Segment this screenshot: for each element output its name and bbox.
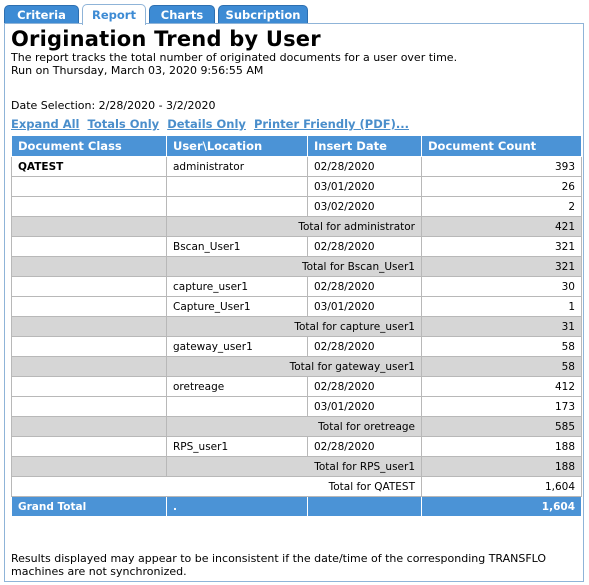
table-row bbox=[12, 377, 582, 397]
user-cell: Bscan_User1 bbox=[167, 237, 308, 257]
document-class-cell bbox=[12, 277, 167, 297]
table-row bbox=[12, 277, 582, 297]
user-cell: gateway_user1 bbox=[167, 337, 308, 357]
document-count-cell: 188 bbox=[422, 437, 582, 457]
document-count-cell: 30 bbox=[422, 277, 582, 297]
user-cell: RPS_user1 bbox=[167, 437, 308, 457]
document-class-cell bbox=[12, 237, 167, 257]
user-total-row bbox=[12, 317, 582, 337]
table-row bbox=[12, 157, 582, 177]
grand-total-count: 1,604 bbox=[422, 497, 582, 517]
document-count-cell: 393 bbox=[422, 157, 582, 177]
col-document-class[interactable]: Document Class bbox=[12, 136, 167, 157]
insert-date-cell: 02/28/2020 bbox=[308, 337, 422, 357]
sync-note: Results displayed may appear to be inconsistent if the date/time of the corresponding TRANSFLO machines are not synchronized. bbox=[11, 552, 547, 578]
user-total-row bbox=[12, 457, 582, 477]
table-row bbox=[12, 337, 582, 357]
user-total-label: Total for oretreage bbox=[167, 417, 422, 437]
user-total-row bbox=[12, 217, 582, 237]
document-class-cell bbox=[12, 197, 167, 217]
page-title: Origination Trend by User bbox=[11, 27, 321, 51]
grand-total-label: Grand Total bbox=[12, 497, 167, 517]
user-total-label: Total for RPS_user1 bbox=[167, 457, 422, 477]
table-row bbox=[12, 397, 582, 417]
user-total-count: 58 bbox=[422, 357, 582, 377]
document-count-cell: 412 bbox=[422, 377, 582, 397]
user-cell: administrator bbox=[167, 157, 308, 177]
user-cell: Capture_User1 bbox=[167, 297, 308, 317]
user-total-row bbox=[12, 257, 582, 277]
expand-all-link[interactable]: Expand All bbox=[11, 117, 80, 131]
document-class-cell bbox=[12, 337, 167, 357]
date-selection: Date Selection: 2/28/2020 - 3/2/2020 bbox=[11, 99, 216, 112]
empty-cell bbox=[12, 257, 167, 277]
document-class-cell bbox=[12, 297, 167, 317]
table-body bbox=[12, 157, 582, 497]
tab-criteria[interactable]: Criteria bbox=[4, 5, 79, 24]
insert-date-cell: 02/28/2020 bbox=[308, 237, 422, 257]
details-only-link[interactable]: Details Only bbox=[167, 117, 246, 131]
user-total-label: Total for Bscan_User1 bbox=[167, 257, 422, 277]
totals-only-link[interactable]: Totals Only bbox=[87, 117, 160, 131]
user-total-count: 585 bbox=[422, 417, 582, 437]
tab-charts[interactable]: Charts bbox=[149, 5, 215, 24]
user-total-count: 421 bbox=[422, 217, 582, 237]
empty-cell bbox=[12, 217, 167, 237]
user-cell bbox=[167, 177, 308, 197]
user-total-label: Total for capture_user1 bbox=[167, 317, 422, 337]
document-class-cell bbox=[12, 177, 167, 197]
insert-date-cell: 03/01/2020 bbox=[308, 397, 422, 417]
class-total-label: Total for QATEST bbox=[12, 477, 422, 497]
table-header-row bbox=[12, 136, 582, 157]
class-total-count: 1,604 bbox=[422, 477, 582, 497]
document-count-cell: 173 bbox=[422, 397, 582, 417]
document-count-cell: 2 bbox=[422, 197, 582, 217]
empty-cell bbox=[12, 457, 167, 477]
table-row bbox=[12, 177, 582, 197]
document-count-cell: 58 bbox=[422, 337, 582, 357]
class-total-row bbox=[12, 477, 582, 497]
grand-total-date bbox=[308, 497, 422, 517]
document-count-cell: 321 bbox=[422, 237, 582, 257]
document-class-cell bbox=[12, 397, 167, 417]
insert-date-cell: 03/01/2020 bbox=[308, 297, 422, 317]
document-class-cell: QATEST bbox=[12, 157, 167, 177]
insert-date-cell: 03/01/2020 bbox=[308, 177, 422, 197]
user-total-count: 188 bbox=[422, 457, 582, 477]
table-row bbox=[12, 237, 582, 257]
insert-date-cell: 03/02/2020 bbox=[308, 197, 422, 217]
col-document-count[interactable]: Document Count bbox=[422, 136, 582, 157]
document-class-cell bbox=[12, 437, 167, 457]
user-cell: capture_user1 bbox=[167, 277, 308, 297]
report-table bbox=[11, 135, 582, 517]
document-class-cell bbox=[12, 377, 167, 397]
user-total-label: Total for gateway_user1 bbox=[167, 357, 422, 377]
user-cell bbox=[167, 397, 308, 417]
empty-cell bbox=[12, 417, 167, 437]
user-cell: oretreage bbox=[167, 377, 308, 397]
grand-total-row bbox=[12, 497, 582, 517]
tab-report[interactable]: Report bbox=[82, 4, 146, 25]
document-count-cell: 26 bbox=[422, 177, 582, 197]
grand-total-user: . bbox=[167, 497, 308, 517]
view-links bbox=[11, 117, 413, 131]
user-cell bbox=[167, 197, 308, 217]
tab-subcription[interactable]: Subcription bbox=[218, 5, 308, 24]
col-insert-date[interactable]: Insert Date bbox=[308, 136, 422, 157]
user-total-count: 31 bbox=[422, 317, 582, 337]
table-row bbox=[12, 437, 582, 457]
document-count-cell: 1 bbox=[422, 297, 582, 317]
insert-date-cell: 02/28/2020 bbox=[308, 437, 422, 457]
user-total-row bbox=[12, 417, 582, 437]
col-user-location[interactable]: User\Location bbox=[167, 136, 308, 157]
insert-date-cell: 02/28/2020 bbox=[308, 157, 422, 177]
insert-date-cell: 02/28/2020 bbox=[308, 277, 422, 297]
empty-cell bbox=[12, 357, 167, 377]
table-row bbox=[12, 197, 582, 217]
user-total-row bbox=[12, 357, 582, 377]
report-description: The report tracks the total number of originated documents for a user over time. bbox=[11, 51, 458, 64]
report-run-time: Run on Thursday, March 03, 2020 9:56:55 AM bbox=[11, 64, 264, 77]
user-total-label: Total for administrator bbox=[167, 217, 422, 237]
empty-cell bbox=[12, 317, 167, 337]
printer-friendly-link[interactable]: Printer Friendly (PDF)... bbox=[253, 117, 409, 131]
insert-date-cell: 02/28/2020 bbox=[308, 377, 422, 397]
user-total-count: 321 bbox=[422, 257, 582, 277]
table-row bbox=[12, 297, 582, 317]
